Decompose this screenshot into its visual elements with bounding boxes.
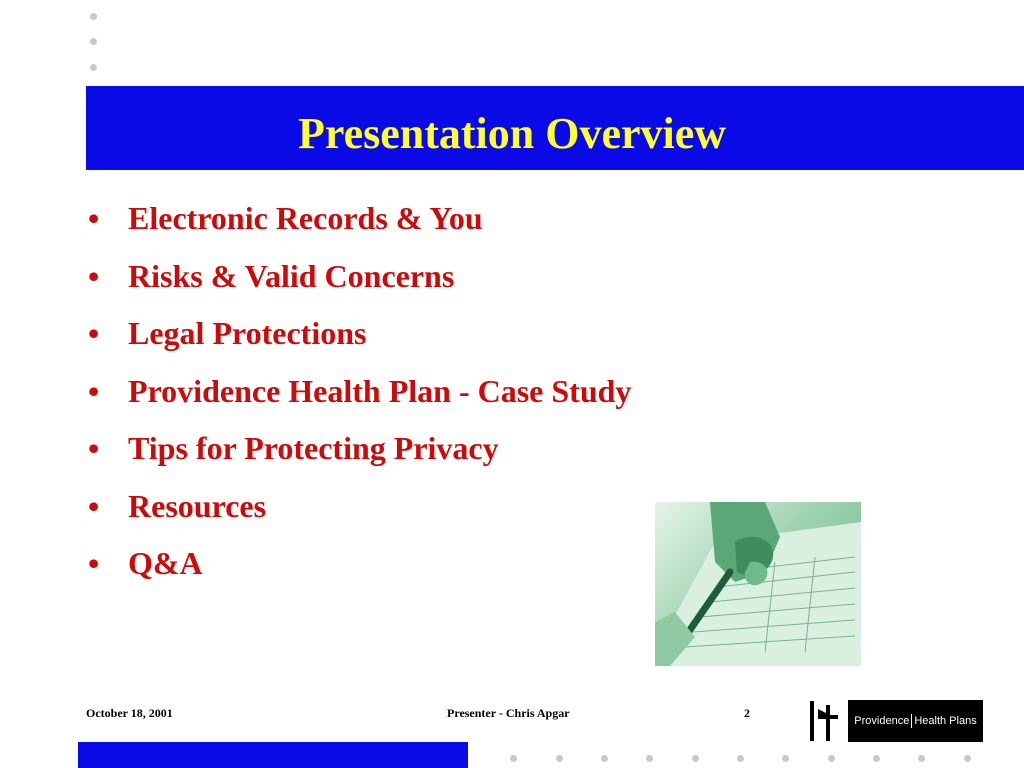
decor-dot: [510, 755, 517, 762]
logo-right-text: Health Plans: [914, 715, 977, 727]
bullet-glyph: •: [88, 315, 100, 351]
bullet-text: Electronic Records & You: [128, 200, 483, 236]
bullet-item: [86, 305, 631, 363]
bullet-text: Risks & Valid Concerns: [128, 257, 455, 294]
bullet-glyph: •: [88, 545, 100, 581]
bullet-text: Tips for Protecting Privacy: [128, 430, 499, 466]
bullet-item: [86, 535, 631, 593]
decor-dot: [601, 755, 608, 762]
bullet-glyph: •: [88, 487, 100, 524]
bullet-item: [86, 478, 631, 536]
bullet-text: Q&A: [128, 545, 203, 581]
footer-presenter: Presenter - Chris Apgar: [447, 706, 570, 720]
decor-dot: [646, 755, 653, 762]
decor-dot: [828, 755, 835, 762]
decor-dot: [964, 755, 971, 762]
hand-writing-photo: [655, 502, 861, 666]
decor-dot: [90, 64, 97, 71]
decor-dot: [873, 755, 880, 762]
bullet-item: [86, 190, 631, 248]
decor-dot: [737, 755, 744, 762]
slide-title: Presentation Overview: [297, 109, 727, 158]
footer-page-number: 2: [744, 706, 750, 720]
bullet-text: Resources: [128, 487, 267, 524]
providence-logo-icon: [808, 699, 844, 743]
hand-writing-illustration: [655, 502, 861, 666]
bullet-item: [86, 420, 631, 478]
logo-left-text: Providence: [854, 715, 910, 727]
footer-date: October 18, 2001: [86, 706, 173, 720]
bullet-glyph: •: [88, 200, 100, 236]
decor-dot: [692, 755, 699, 762]
decor-dot: [918, 755, 925, 762]
decor-dot: [90, 13, 97, 20]
logo-separator: [911, 714, 912, 728]
bullet-item: [86, 248, 631, 306]
bottom-accent-bar: [78, 742, 468, 768]
bullet-glyph: •: [88, 257, 100, 294]
bullet-list: [86, 190, 631, 593]
decor-dot: [90, 38, 97, 45]
providence-health-plans-logo: [848, 700, 983, 742]
bullet-glyph: •: [88, 430, 100, 466]
decor-dot: [556, 755, 563, 762]
bullet-glyph: •: [88, 372, 100, 409]
bullet-text: Legal Protections: [128, 315, 367, 351]
decor-dot: [782, 755, 789, 762]
bullet-text: Providence Health Plan - Case Study: [128, 372, 632, 409]
bullet-item: [86, 363, 631, 421]
title-band: [86, 86, 1024, 170]
